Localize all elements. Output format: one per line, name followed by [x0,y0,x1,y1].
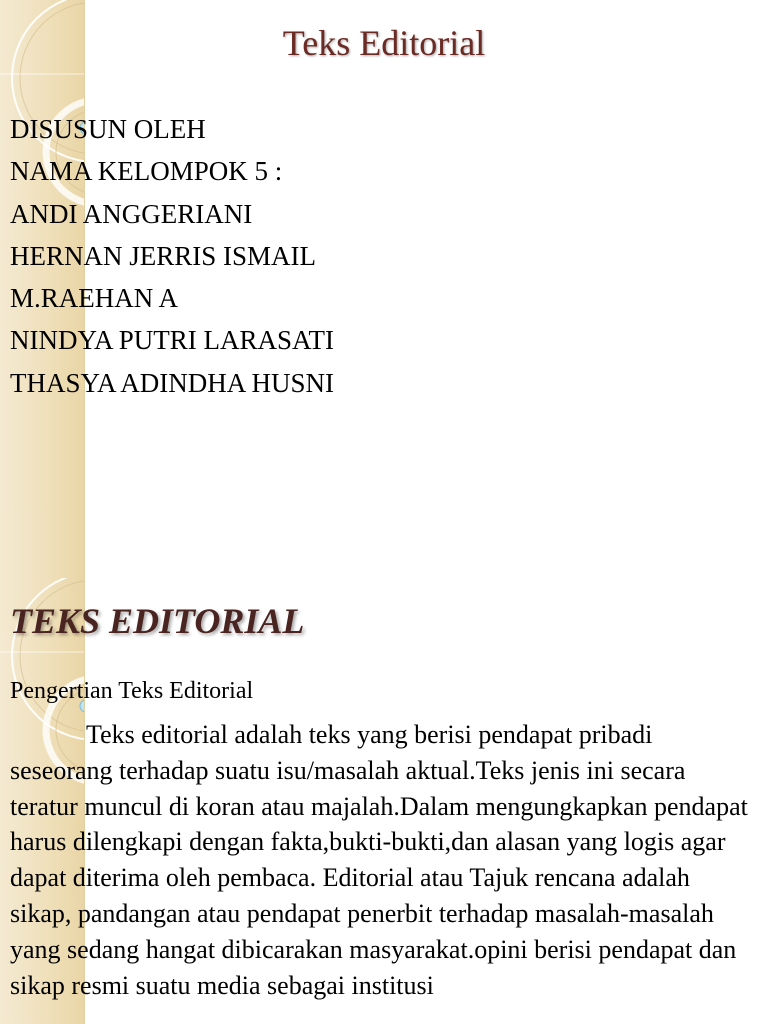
list-item: DISUSUN OLEH [10,114,206,144]
author-list [10,108,334,404]
slide-title: Teks Editorial [282,23,486,63]
slide-title: TEKS EDITORIAL [10,601,305,641]
list-item: ANDI ANGGERIANI [10,198,253,229]
body-paragraph: Teks editorial adalah teks yang berisi pendapat pribadi seseorang terhadap suatu isu/masalah aktual.Teks jenis ini secara teratur muncul di koran atau majalah.Dalam mengungkapkan pendapat harus dilengkapi dengan fakta,bukti-bukti,dan alasan yang logis agar dapat diterima oleh pembaca. Editorial atau Tajuk rencana adalah sikap, pandangan atau pendapat penerbit terhadap masalah-masalah yang sedang hangat dibicarakan masyarakat.opini berisi pendapat dan sikap resmi suatu media sebagai institusi [10,720,748,1000]
list-item: HERNAN JERRIS ISMAIL [10,240,317,271]
list-item: M.RAEHAN A [10,283,179,314]
slide-2 [0,578,768,1024]
list-item: THASYA ADINDHA HUSNI [10,367,335,398]
list-item: NAMA KELOMPOK 5 : [10,156,283,187]
section-heading: Pengertian Teks Editorial [10,678,254,704]
list-item: NINDYA PUTRI LARASATI [10,325,335,356]
